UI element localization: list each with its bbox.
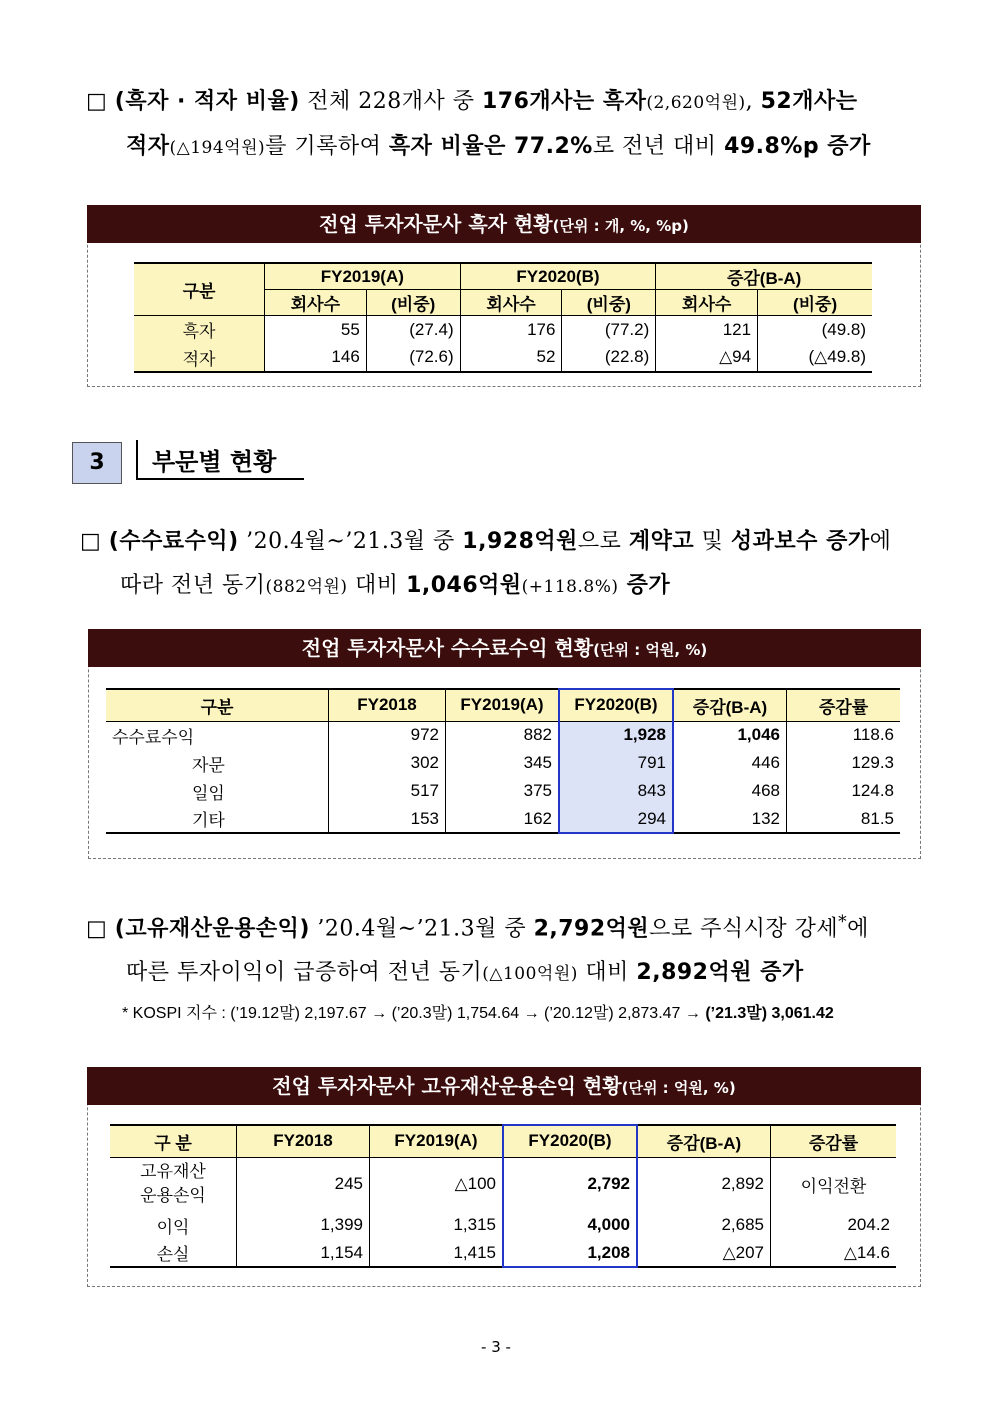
t2-cell: 882 xyxy=(446,721,560,749)
table2-unit: (단위 : 억원, %) xyxy=(593,641,708,659)
t1-h-count: 회사수 xyxy=(656,290,758,316)
table2-title: 전업 투자자문사 수수료수익 현황 xyxy=(301,636,594,660)
p1-ratio: 흑자 비율은 77.2% xyxy=(388,134,593,159)
t2-row-label: 수수료수익 xyxy=(106,721,329,749)
t2-header: 증감률 xyxy=(787,689,901,721)
t2-header: FY2020(B) xyxy=(559,689,673,721)
t2-cell: 375 xyxy=(446,777,560,805)
t3-cell: 2,685 xyxy=(637,1211,771,1239)
p2-text-5: 따라 전년 동기 xyxy=(120,573,266,598)
p2-prev: (882억원) xyxy=(265,577,348,597)
p2-text-3: 및 xyxy=(694,529,731,554)
p3-footnote-mark: * xyxy=(838,912,848,932)
t2-cell: 791 xyxy=(559,749,673,777)
t1-cell: (27.4) xyxy=(366,316,460,344)
t2-cell: 302 xyxy=(329,749,446,777)
t2-header: 구분 xyxy=(106,689,329,721)
t3-row-label xyxy=(110,1157,237,1211)
t2-cell: 129.3 xyxy=(851,753,894,772)
t1-cell: (49.8) xyxy=(821,319,866,339)
t3-cell: 1,399 xyxy=(237,1211,370,1239)
p2-bold-2: 성과보수 증가 xyxy=(730,529,870,554)
p1-loss-amount: (△194억원) xyxy=(169,138,266,158)
kospi-footnote xyxy=(122,1000,834,1023)
p1-line2 xyxy=(86,125,926,170)
paragraph-fee-income xyxy=(80,520,920,609)
t2-cell: 843 xyxy=(559,777,673,805)
t1-h-ratio: (비중) xyxy=(562,290,656,316)
t3-cell: 이익전환 xyxy=(800,1176,867,1196)
t3-cell: 1,208 xyxy=(503,1239,637,1267)
checkbox-symbol: □ xyxy=(80,529,102,554)
p1-bold-2: 52개사는 xyxy=(760,89,858,114)
p2-increase-amount: 1,046억원 xyxy=(406,573,522,598)
t1-header-diff: 증감(B-A) xyxy=(656,263,872,290)
p2-increase: 증가 xyxy=(618,573,671,598)
t3-cell: 2,892 xyxy=(637,1157,771,1211)
p3-text-3: 에 xyxy=(847,916,869,942)
t1-cell: 52 xyxy=(460,344,562,372)
t3-label-1: 고유재산 xyxy=(140,1162,206,1182)
t3-header: FY2018 xyxy=(237,1125,370,1157)
t2-cell: 1,928 xyxy=(559,721,673,749)
t2-header: FY2019(A) xyxy=(446,689,560,721)
t3-cell: 1,154 xyxy=(237,1239,370,1267)
t2-cell: 972 xyxy=(329,721,446,749)
table-row xyxy=(110,1211,896,1239)
t3-cell: 4,000 xyxy=(503,1211,637,1239)
t1-cell: △94 xyxy=(656,344,758,372)
table-row xyxy=(134,316,872,344)
t2-cell: 132 xyxy=(673,805,787,833)
table3-unit: (단위 : 억원, %) xyxy=(621,1079,736,1097)
p2-amount: 1,928억원 xyxy=(462,529,578,554)
checkbox-symbol: □ xyxy=(86,89,108,114)
p1-comma: , xyxy=(745,89,761,114)
t3-label-2: 운용손익 xyxy=(140,1186,206,1206)
t2-row-label: 기타 xyxy=(106,805,329,833)
checkbox-symbol: □ xyxy=(86,916,108,942)
table1 xyxy=(134,262,872,373)
t2-cell: 81.5 xyxy=(860,808,894,828)
t2-cell: 1,046 xyxy=(673,721,787,749)
p3-text: ’20.4월~’21.3월 중 xyxy=(309,916,534,942)
p2-text-6: 대비 xyxy=(347,573,407,598)
section-number: 3 xyxy=(72,442,122,484)
t2-row-label: 자문 xyxy=(106,749,329,777)
t2-header: FY2018 xyxy=(329,689,446,721)
t1-header-fy2020: FY2020(B) xyxy=(460,263,656,290)
p1-text: 전체 228개사 중 xyxy=(299,89,482,114)
t1-h-ratio: (비중) xyxy=(366,290,460,316)
table3 xyxy=(110,1124,896,1268)
t2-header: 증감(B-A) xyxy=(673,689,787,721)
t3-cell: 245 xyxy=(237,1157,370,1211)
note-text: * KOSPI 지수 : (’19.12말) 2,197.67 → (’20.3말) 1,754.64 → (’20.12말) 2,873.47 → xyxy=(122,1005,706,1022)
p1-heading: (흑자 · 적자 비율) xyxy=(114,89,300,114)
t1-h-count: 회사수 xyxy=(460,290,562,316)
t2-cell: 118.6 xyxy=(852,725,894,745)
t2-cell: 162 xyxy=(446,805,560,833)
p3-text-4: 따른 투자이익이 급증하여 전년 동기 xyxy=(126,960,483,986)
p3-text-5: 대비 xyxy=(577,960,637,986)
t1-cell: 176 xyxy=(460,316,562,344)
table2-title-bar xyxy=(88,629,921,667)
t3-header: FY2019(A) xyxy=(370,1125,504,1157)
t3-cell: 204.2 xyxy=(847,1215,890,1234)
paragraph-profit-ratio xyxy=(86,80,926,170)
table2 xyxy=(106,688,900,834)
table-row xyxy=(106,777,900,805)
p3-heading: (고유재산운용손익) xyxy=(114,916,310,942)
p3-increase: 2,892억원 증가 xyxy=(636,960,804,986)
t3-header: FY2020(B) xyxy=(503,1125,637,1157)
section-title: 부문별 현황 xyxy=(136,440,304,480)
table1-title-bar xyxy=(87,205,921,243)
table3-title: 전업 투자자문사 고유재산운용손익 현황 xyxy=(272,1074,622,1098)
p2-text-2: 으로 xyxy=(577,529,629,554)
p3-amount: 2,792억원 xyxy=(533,916,650,942)
p2-rate: (+118.8%) xyxy=(521,577,619,597)
table-row xyxy=(110,1157,896,1211)
table1-title: 전업 투자자문사 흑자 현황 xyxy=(319,212,553,236)
t1-cell: (72.6) xyxy=(366,344,460,372)
t1-cell: (△49.8) xyxy=(808,347,866,366)
t3-cell: 1,315 xyxy=(370,1211,504,1239)
p2-text-4: 에 xyxy=(869,529,892,554)
t3-header: 구 분 xyxy=(110,1125,237,1157)
p1-loss: 적자 xyxy=(126,134,170,159)
t3-cell: △207 xyxy=(637,1239,771,1267)
table-row xyxy=(106,721,900,749)
t3-cell: 2,792 xyxy=(503,1157,637,1211)
table-row xyxy=(110,1239,896,1267)
t2-cell: 517 xyxy=(329,777,446,805)
t3-row-label: 이익 xyxy=(110,1211,237,1239)
note-bold: (’21.3말) 3,061.42 xyxy=(705,1005,834,1022)
t1-cell: 55 xyxy=(265,316,367,344)
p1-text-2: 를 기록하여 xyxy=(265,134,389,159)
p1-increase: 49.8%p 증가 xyxy=(724,134,871,159)
p3-line2 xyxy=(86,951,926,996)
table3-title-bar xyxy=(87,1067,921,1105)
t3-header: 증감률 xyxy=(771,1125,897,1157)
p3-text-2: 으로 주식시장 강세 xyxy=(649,916,839,942)
p2-line2 xyxy=(80,564,920,609)
p1-bold: 176개사는 흑자 xyxy=(482,89,647,114)
p2-text: ’20.4월~’21.3월 중 xyxy=(238,529,463,554)
table1-unit: (단위 : 개, %, %p) xyxy=(552,217,689,235)
t2-cell: 124.8 xyxy=(851,781,894,800)
t1-cell: (22.8) xyxy=(562,344,656,372)
t1-header-fy2019: FY2019(A) xyxy=(265,263,461,290)
t3-cell: △100 xyxy=(370,1157,504,1211)
t2-cell: 446 xyxy=(673,749,787,777)
p1-amount: (2,620억원) xyxy=(646,93,746,113)
p2-heading: (수수료수익) xyxy=(108,529,239,554)
t2-cell: 294 xyxy=(559,805,673,833)
t1-row-label: 적자 xyxy=(134,344,265,372)
t1-cell: 121 xyxy=(656,316,758,344)
t3-cell: 1,415 xyxy=(370,1239,504,1267)
table-row xyxy=(106,749,900,777)
p3-prev: (△100억원) xyxy=(482,964,578,985)
table-row xyxy=(106,805,900,833)
t2-cell: 153 xyxy=(329,805,446,833)
t2-cell: 468 xyxy=(673,777,787,805)
p1-text-3: 로 전년 대비 xyxy=(592,134,725,159)
page-number: - 3 - xyxy=(481,1338,511,1356)
t1-header-group: 구분 xyxy=(134,263,265,316)
t2-row-label: 일임 xyxy=(106,777,329,805)
t3-row-label: 손실 xyxy=(110,1239,237,1267)
paragraph-proprietary xyxy=(86,900,926,996)
t1-row-label: 흑자 xyxy=(134,316,265,344)
t1-h-ratio: (비중) xyxy=(758,290,872,316)
t1-cell: 146 xyxy=(265,344,367,372)
t1-cell: (77.2) xyxy=(562,316,656,344)
t1-h-count: 회사수 xyxy=(265,290,367,316)
t2-cell: 345 xyxy=(446,749,560,777)
table-row xyxy=(134,344,872,372)
p2-bold: 계약고 xyxy=(628,529,695,554)
t3-cell: △14.6 xyxy=(843,1242,890,1262)
t3-header: 증감(B-A) xyxy=(637,1125,771,1157)
